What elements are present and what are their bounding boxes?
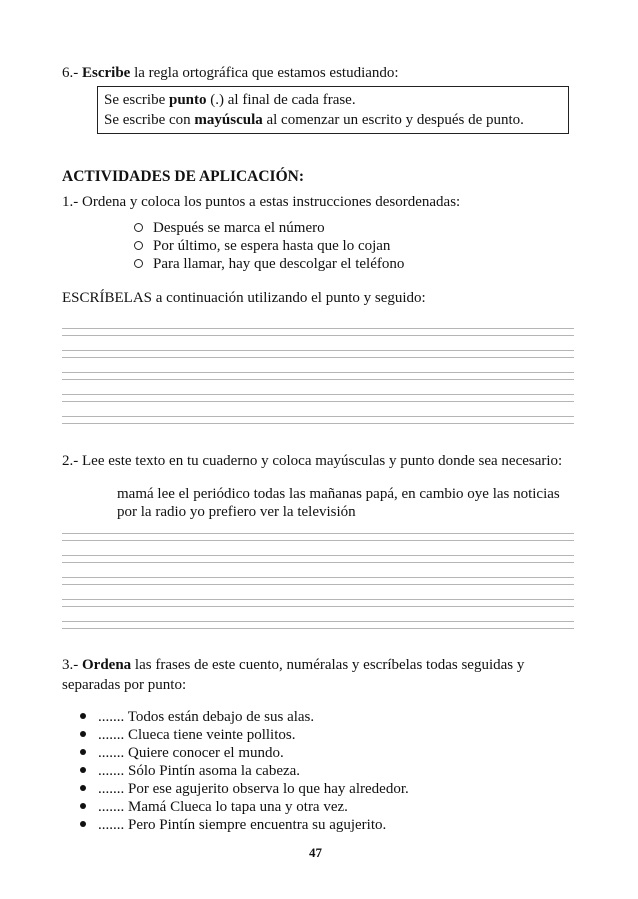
writing-line (62, 335, 574, 336)
writing-line (62, 584, 574, 585)
rule1-b: punto (168, 92, 207, 108)
writing-line (62, 533, 574, 534)
a3-item (80, 780, 409, 798)
rule-line-1 (104, 91, 356, 109)
a1-item (134, 255, 404, 273)
writing-line (62, 357, 574, 358)
rule2-b: mayúscula (194, 112, 263, 128)
a3-item (80, 708, 314, 726)
writing-line (62, 401, 574, 402)
a1-item-text: Después se marca el número (153, 220, 325, 236)
rule2-a: Se escribe con (104, 112, 195, 128)
a1-item (134, 237, 390, 255)
a2-text-line-1: mamá lee el periódico todas las mañanas papá, en cambio oye las noticias (117, 486, 560, 502)
writing-line (62, 606, 574, 607)
a3-item (80, 798, 348, 816)
circle-bullet-icon (134, 259, 143, 268)
a3-rest: las frases de este cuento, numéralas y escríbelas todas seguidas y (131, 657, 525, 673)
a1-write-instruction: ESCRÍBELAS a continuación utilizando el punto y seguido: (62, 290, 426, 306)
a3-item (80, 726, 295, 744)
q6-number: 6.- (62, 65, 82, 81)
q6-prompt (62, 64, 399, 82)
writing-line (62, 540, 574, 541)
a3-item-text: ....... Sólo Pintín asoma la cabeza. (98, 763, 301, 779)
a3-item-text: ....... Pero Pintín siempre encuentra su agujerito. (98, 817, 387, 833)
rule1-a: Se escribe (104, 92, 169, 108)
writing-line (62, 416, 574, 417)
bullet-icon (80, 803, 86, 809)
writing-line (62, 628, 574, 629)
bullet-icon (80, 731, 86, 737)
a3-prompt-line-2: separadas por punto: (62, 677, 187, 693)
writing-line (62, 577, 574, 578)
writing-line (62, 372, 574, 373)
writing-line (62, 562, 574, 563)
writing-line (62, 328, 574, 329)
writing-line (62, 599, 574, 600)
rule2-c: al comenzar un escrito y después de punto. (262, 112, 524, 128)
a1-prompt: 1.- Ordena y coloca los puntos a estas instrucciones desordenadas: (62, 194, 461, 210)
rule-line-2 (104, 111, 524, 129)
a3-item-text: ....... Por ese agujerito observa lo que hay alrededor. (98, 781, 409, 797)
bullet-icon (80, 713, 86, 719)
a3-item-text: ....... Mamá Clueca lo tapa una y otra vez. (98, 799, 348, 815)
a1-item-text: Por último, se espera hasta que lo cojan (153, 238, 391, 254)
a3-item-text: ....... Todos están debajo de sus alas. (98, 709, 315, 725)
section-title: ACTIVIDADES DE APLICACIÓN: (62, 168, 305, 185)
q6-verb: Escribe (82, 65, 131, 81)
bullet-icon (80, 767, 86, 773)
writing-line (62, 423, 574, 424)
page-number: 47 (309, 845, 322, 860)
q6-rest: la regla ortográfica que estamos estudiando: (130, 65, 399, 81)
writing-line (62, 350, 574, 351)
bullet-icon (80, 749, 86, 755)
a1-item (134, 219, 325, 237)
writing-line (62, 555, 574, 556)
a2-text-line-2: por la radio yo prefiero ver la televisión (117, 504, 356, 520)
writing-line (62, 621, 574, 622)
a2-prompt: 2.- Lee este texto en tu cuaderno y coloca mayúsculas y punto donde sea necesario: (62, 453, 563, 469)
a3-item (80, 816, 386, 834)
rule1-c: (.) al final de cada frase. (206, 92, 356, 108)
a3-prompt-line-1 (62, 656, 524, 674)
bullet-icon (80, 821, 86, 827)
a3-item-text: ....... Clueca tiene veinte pollitos. (98, 727, 296, 743)
a3-item-text: ....... Quiere conocer el mundo. (98, 745, 284, 761)
a3-number: 3.- (62, 657, 82, 673)
circle-bullet-icon (134, 241, 143, 250)
a3-verb: Ordena (82, 657, 132, 673)
a3-item (80, 762, 300, 780)
circle-bullet-icon (134, 223, 143, 232)
writing-line (62, 379, 574, 380)
a3-item (80, 744, 284, 762)
a1-item-text: Para llamar, hay que descolgar el teléfono (153, 256, 405, 272)
bullet-icon (80, 785, 86, 791)
writing-line (62, 394, 574, 395)
rule-box (97, 86, 569, 134)
